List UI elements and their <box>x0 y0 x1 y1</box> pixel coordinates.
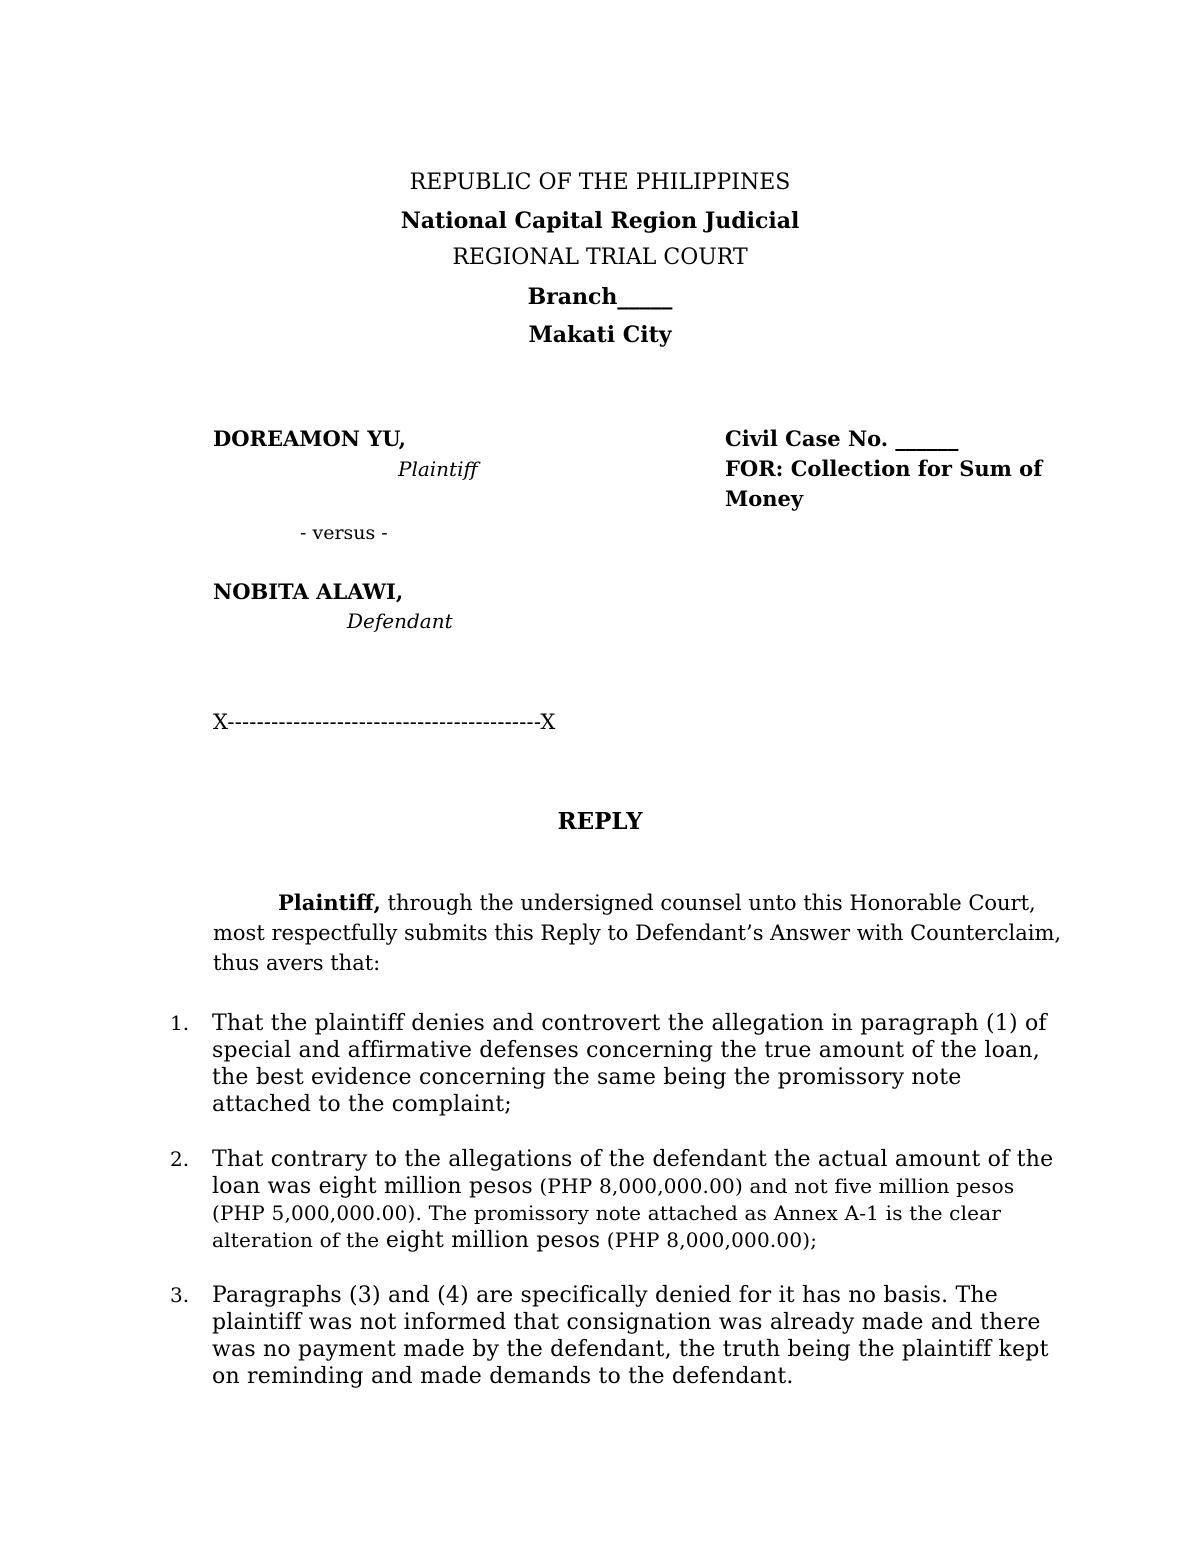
item-text: Paragraphs (3) and (4) are specifically denied for it has no basis. The plaintiff was not informed that consignation was already made and there was no payment made by the defendant, the truth being the plaintiff kept on reminding and made demands to the defendant. <box>212 1283 1049 1389</box>
list-item <box>170 1010 1060 1118</box>
intro-lead: Plaintiff, <box>278 890 381 915</box>
plaintiff-role: Plaintiff <box>398 457 478 481</box>
item-text <box>212 1146 1060 1254</box>
case-nature-line2: Money <box>725 486 804 511</box>
list-item <box>170 1146 1060 1254</box>
item-text-part: eight million pesos <box>385 1228 601 1253</box>
item-text-part: That contrary to the allegations of the defendant the actual amount of the loan was eight million pesos <box>212 1147 1054 1199</box>
item-text-part: (PHP 8,000,000.00) and not five million pesos (PHP 5,000,000.00). The promissory note attached as Annex A-1 is the clear alteration of the <box>212 1174 1015 1252</box>
case-nature-line1: FOR: Collection for Sum of <box>725 456 1043 481</box>
header-court: REGIONAL TRIAL COURT <box>452 245 748 270</box>
defendant-role: Defendant <box>347 609 453 633</box>
item-text: That the plaintiff denies and controvert the allegation in paragraph (1) of special and affirmative defenses concerning the true amount of the loan, the best evidence concerning the same being the promissory note attached to the complaint; <box>212 1011 1047 1117</box>
header-region: National Capital Region Judicial <box>400 208 800 234</box>
header-city: Makati City <box>528 322 672 348</box>
versus-label: - versus - <box>300 522 388 544</box>
intro-text: through the undersigned counsel unto this Honorable Court, most respectfully submits this Reply to Defendant’s Answer with Counterclaim, thus avers that: <box>213 891 1062 975</box>
case-number: Civil Case No. ______ <box>725 426 959 451</box>
defendant-name: NOBITA ALAWI, <box>213 579 404 604</box>
header-branch: Branch_____ <box>527 284 673 310</box>
document-title: REPLY <box>557 808 643 835</box>
header-republic: REPUBLIC OF THE PHILIPPINES <box>409 170 791 195</box>
caption-separator: X-------------------------------------------X <box>213 710 556 734</box>
intro-paragraph <box>213 888 1073 978</box>
plaintiff-name: DOREAMON YU, <box>213 426 406 451</box>
list-item <box>170 1282 1060 1390</box>
item-text-part: (PHP 8,000,000.00); <box>600 1228 818 1252</box>
item-number: 3. <box>170 1283 190 1307</box>
item-number: 1. <box>170 1011 190 1035</box>
item-number: 2. <box>170 1147 190 1171</box>
